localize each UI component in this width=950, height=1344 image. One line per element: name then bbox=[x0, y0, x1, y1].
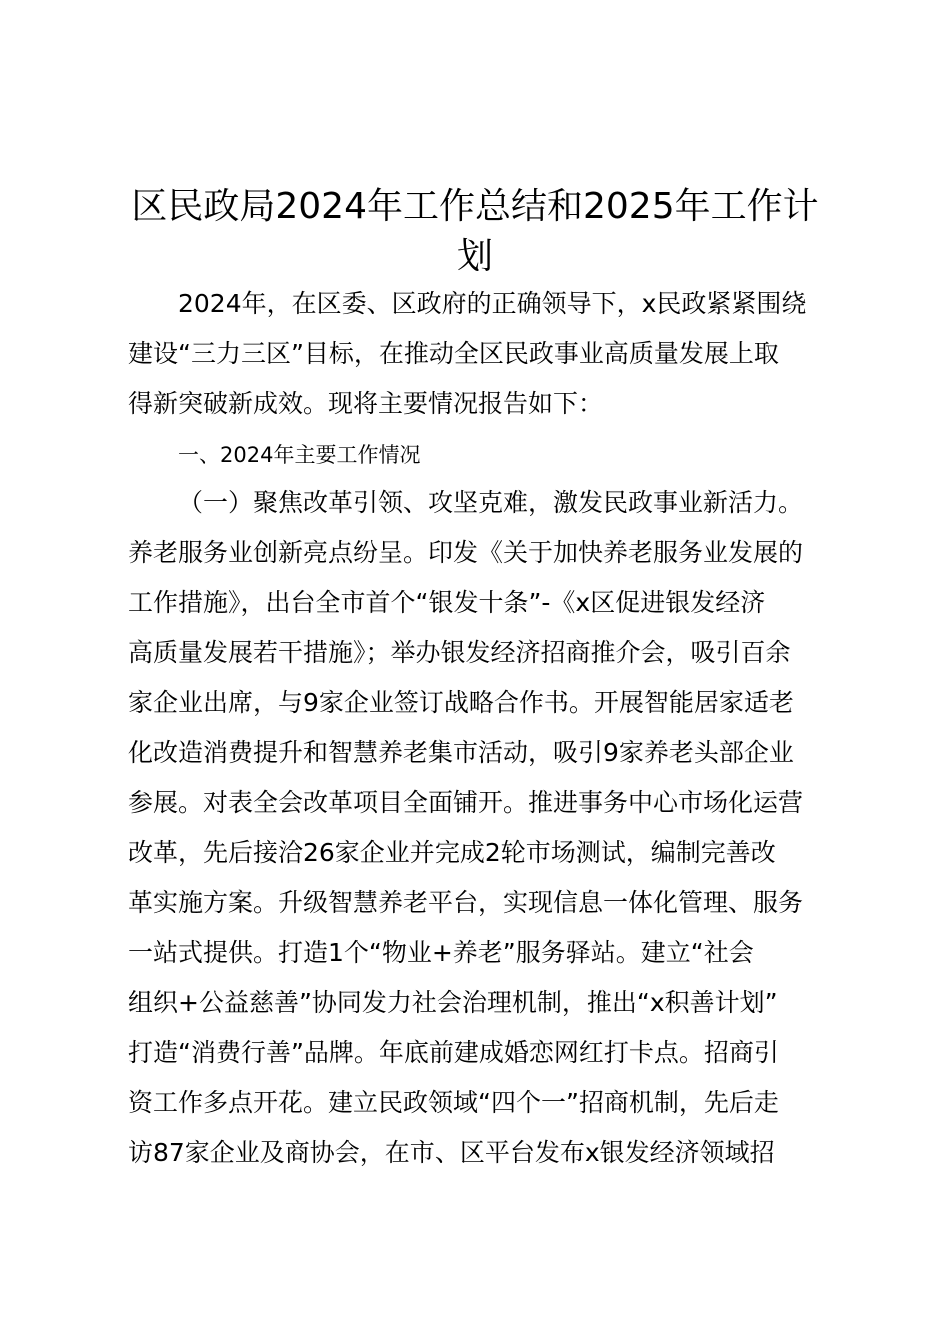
document-title-line-1: 区民政局2024年工作总结和2025年工作计 bbox=[131, 186, 819, 227]
subsection-line-1: （一）聚焦改革引领、攻坚克难，激发民政事业新活力。 bbox=[178, 488, 804, 517]
subsection-line-6: 化改造消费提升和智慧养老集市活动，吸引9家养老头部企业 bbox=[128, 738, 794, 767]
subsection-line-9: 革实施方案。升级智慧养老平台，实现信息一体化管理、服务 bbox=[128, 888, 804, 917]
subsection-line-4: 高质量发展若干措施》；举办银发经济招商推介会，吸引百余 bbox=[128, 638, 791, 667]
subsection-line-7: 参展。对表全会改革项目全面铺开。推进事务中心市场化运营 bbox=[128, 788, 804, 817]
subsection-line-8: 改革，先后接洽26家企业并完成2轮市场测试，编制完善改 bbox=[128, 838, 776, 867]
subsection-line-12: 打造“消费行善”品牌。年底前建成婚恋网红打卡点。招商引 bbox=[128, 1038, 779, 1067]
intro-paragraph-line-3: 得新突破新成效。现将主要情况报告如下： bbox=[128, 389, 604, 418]
subsection-line-3: 工作措施》，出台全市首个“银发十条”-《x区促进银发经济 bbox=[128, 588, 766, 617]
subsection-line-10: 一站式提供。打造1个“物业+养老”服务驿站。建立“社会 bbox=[128, 938, 754, 967]
subsection-line-13: 资工作多点开花。建立民政领域“四个一”招商机制，先后走 bbox=[128, 1088, 779, 1117]
subsection-line-14: 访87家企业及商协会，在市、区平台发布x银发经济领域招 bbox=[128, 1138, 775, 1167]
intro-paragraph-line-1: 2024年，在区委、区政府的正确领导下，x民政紧紧围绕 bbox=[178, 289, 807, 318]
intro-paragraph-line-2: 建设“三力三区”目标，在推动全区民政事业高质量发展上取 bbox=[128, 339, 779, 368]
subsection-line-2: 养老服务业创新亮点纷呈。印发《关于加快养老服务业发展的 bbox=[128, 538, 804, 567]
section-heading: 一、2024年主要工作情况 bbox=[178, 443, 421, 467]
subsection-line-5: 家企业出席，与9家企业签订战略合作书。开展智能居家适老 bbox=[128, 688, 794, 717]
document-title-line-2: 划 bbox=[456, 236, 493, 277]
subsection-line-11: 组织+公益慈善”协同发力社会治理机制，推出“x积善计划” bbox=[128, 988, 778, 1017]
